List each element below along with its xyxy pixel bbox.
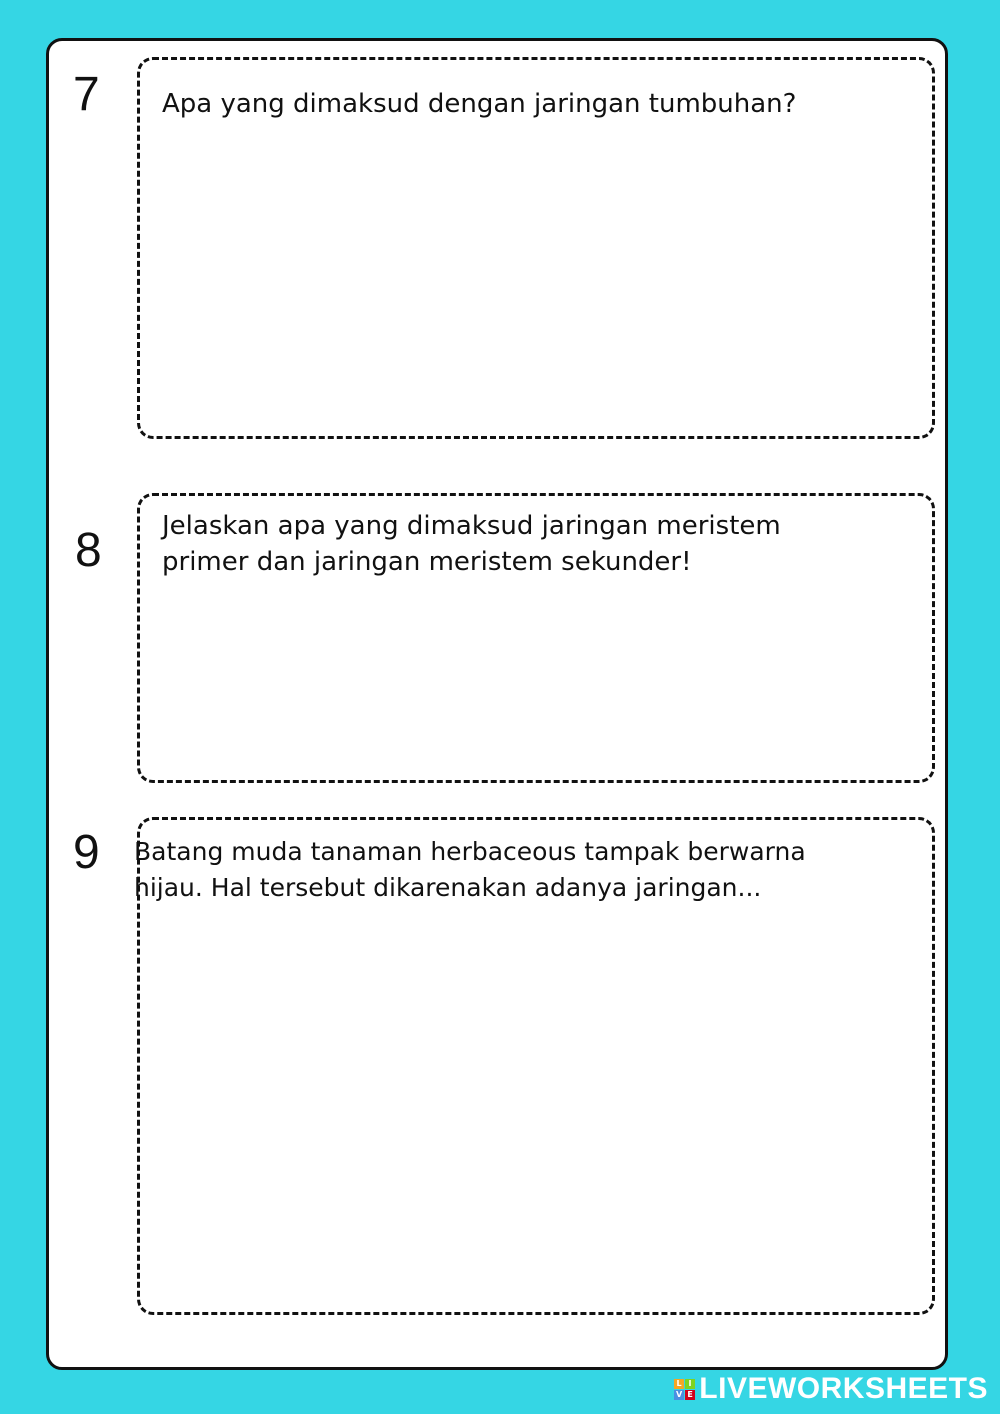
logo-letter-i: I: [685, 1379, 695, 1389]
question-7-box: [137, 57, 935, 439]
brand-name: LIVEWORKSHEETS: [699, 1372, 988, 1405]
logo-letter-e: E: [685, 1390, 695, 1400]
logo-letter-v: V: [675, 1389, 683, 1399]
question-8-answer-input[interactable]: [160, 592, 912, 760]
logo-letter-l: L: [674, 1379, 684, 1389]
question-9-number: 9: [73, 826, 100, 879]
question-8-number: 8: [75, 524, 102, 577]
worksheet-page: [46, 38, 948, 1370]
liveworksheets-brand[interactable]: [674, 1372, 988, 1406]
question-9-text: Batang muda tanaman herbaceous tampak berwarna hijau. Hal tersebut dikarenakan adanya jaringan...: [134, 837, 806, 902]
question-8-text: Jelaskan apa yang dimaksud jaringan meristem primer dan jaringan meristem sekunder!: [162, 511, 781, 577]
question-9-answer-input[interactable]: [160, 920, 912, 1292]
question-7-text: Apa yang dimaksud dengan jaringan tumbuhan?: [162, 89, 797, 119]
liveworksheets-logo-icon: [674, 1379, 695, 1400]
question-9-box: [134, 817, 935, 1315]
question-7-answer-input[interactable]: [160, 140, 912, 416]
question-7-number: 7: [73, 68, 100, 121]
question-8-box: [137, 493, 935, 783]
